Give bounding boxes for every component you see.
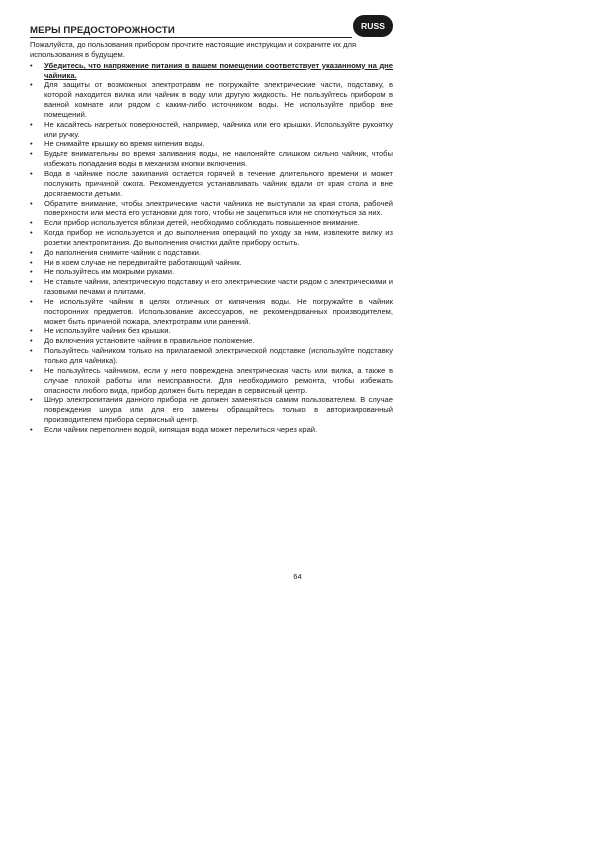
precaution-text: Не используйте чайник без крышки. (44, 326, 171, 336)
bullet-icon: • (30, 346, 33, 356)
precaution-text: Шнур электропитания данного прибора не должен заменяться самим пользователем. В случае повреждения шнура или для его замены обращайтесь только в авторизированный производителем прибора сервисный центр. (44, 395, 393, 425)
bullet-icon: • (30, 365, 33, 375)
bullet-icon: • (30, 198, 33, 208)
precaution-text: Пользуйтесь чайником только на прилагаемой электрической подставке (используйте подставку только для чайника). (44, 346, 393, 365)
precaution-item (30, 248, 393, 258)
precaution-text: Не ставьте чайник, электрическую подставку и его электрические части рядом с электрическими и газовыми печами и плитами. (44, 277, 393, 297)
precaution-item (30, 267, 393, 277)
precaution-text: Для защиты от возможных электротравм не погружайте электрические части, подставку, в которой находится вилка или чайник в воду или другую жидкость. Не пользуйтесь прибором в ванной комнате или рядом с каким-либо источником воды. Не используйте прибор вне помещений. (44, 80, 393, 119)
precaution-item (30, 169, 393, 199)
precaution-text: Не касайтесь нагретых поверхностей, например, чайника или его крышки. Используйте рукоятку или ручку. (44, 119, 393, 139)
bullet-icon: • (30, 228, 33, 238)
precaution-text: Ни в коем случае не передвигайте работающий чайник. (44, 257, 242, 267)
precaution-text: Когда прибор не используется и до выполнения операций по уходу за ним, извлеките вилку из розетки электропитания. До выполнения очистки дайте прибору остыть. (44, 228, 393, 247)
bullet-icon: • (30, 424, 33, 434)
precaution-text: Обратите внимание, чтобы электрические части чайника не выступали за края стола, рабочей поверхности или места его установки для того, чтобы не зацепиться или не споткнуться за них. (44, 198, 393, 218)
bullet-icon: • (30, 168, 33, 178)
page-title: МЕРЫ ПРЕДОСТОРОЖНОСТИ (30, 25, 352, 38)
document-body (30, 40, 393, 435)
precaution-text: Будьте внимательны во время заливания воды, не наклоняйте слишком сильно чайник, чтобы избежать попадания воды в механизм кнопки включения. (44, 149, 393, 169)
precaution-text: До наполнения снимите чайник с подставки. (44, 247, 201, 257)
precaution-item (30, 336, 393, 346)
precaution-item (30, 395, 393, 425)
precaution-item (30, 326, 393, 336)
intro-paragraph: Пожалуйста, до пользования прибором прочтите настоящие инструкции и сохраните их для использования в будущем. (30, 40, 357, 59)
bullet-icon: • (30, 277, 33, 287)
precaution-item (30, 425, 393, 435)
precaution-item (30, 139, 393, 149)
precaution-text: Если прибор используется вблизи детей, необходимо соблюдать повышенное внимание. (44, 218, 360, 228)
precaution-item (30, 366, 393, 396)
bullet-icon: • (30, 80, 33, 90)
bullet-icon: • (30, 257, 33, 267)
page-number: 64 (293, 572, 302, 581)
precaution-text: Убедитесь, что напряжение питания в вашем помещении соответствует указанному на дне чайника. (44, 60, 393, 80)
precaution-item (30, 277, 393, 297)
precaution-item (30, 228, 393, 248)
bullet-icon: • (30, 326, 33, 336)
precaution-item (30, 120, 393, 140)
bullet-icon: • (30, 267, 33, 277)
bullet-icon: • (30, 336, 33, 346)
bullet-icon: • (30, 247, 33, 257)
precaution-text: Вода в чайнике после закипания остается горячей в течение длительного времени и может послужить причиной ожога. Рекомендуется устанавливать чайник вдали от края стола и вне досягаемости детьми. (44, 168, 393, 198)
bullet-icon: • (30, 119, 33, 129)
precaution-text: Не пользуйтесь им мокрыми руками. (44, 267, 175, 277)
precaution-text: До включения установите чайник в правильное положение. (44, 336, 255, 346)
precaution-text: Если чайник переполнен водой, кипящая вода может перелиться через край. (44, 424, 318, 434)
bullet-icon: • (30, 149, 33, 159)
precaution-item (30, 258, 393, 268)
precaution-text: Не используйте чайник в целях отличных от кипячения воды. Не погружайте в чайник посторонних предметов. Использование аксессуаров, не рекомендованных производителем, может быть причиной пожара, электротравм или ранений. (44, 296, 393, 326)
precaution-item (30, 61, 393, 81)
page-header (30, 25, 393, 38)
precaution-item (30, 199, 393, 219)
bullet-icon: • (30, 395, 33, 405)
precaution-text: Не пользуйтесь чайником, если у него повреждена электрическая часть или вилка, а также в случае плохой работы или неисправности. Для необходимого ремонта, чтобы избежать опасности любого вида, прибор должен быть передан в сервисный центр. (44, 365, 393, 395)
bullet-icon: • (30, 60, 33, 70)
bullet-icon: • (30, 218, 33, 228)
precautions-list (30, 61, 393, 435)
precaution-text: Не снимайте крышку во время кипения воды. (44, 139, 205, 149)
precaution-item (30, 149, 393, 169)
precaution-item (30, 346, 393, 366)
bullet-icon: • (30, 296, 33, 306)
language-badge: RUSS (353, 15, 393, 37)
precaution-item (30, 218, 393, 228)
bullet-icon: • (30, 139, 33, 149)
precaution-item (30, 297, 393, 327)
precaution-item (30, 80, 393, 119)
